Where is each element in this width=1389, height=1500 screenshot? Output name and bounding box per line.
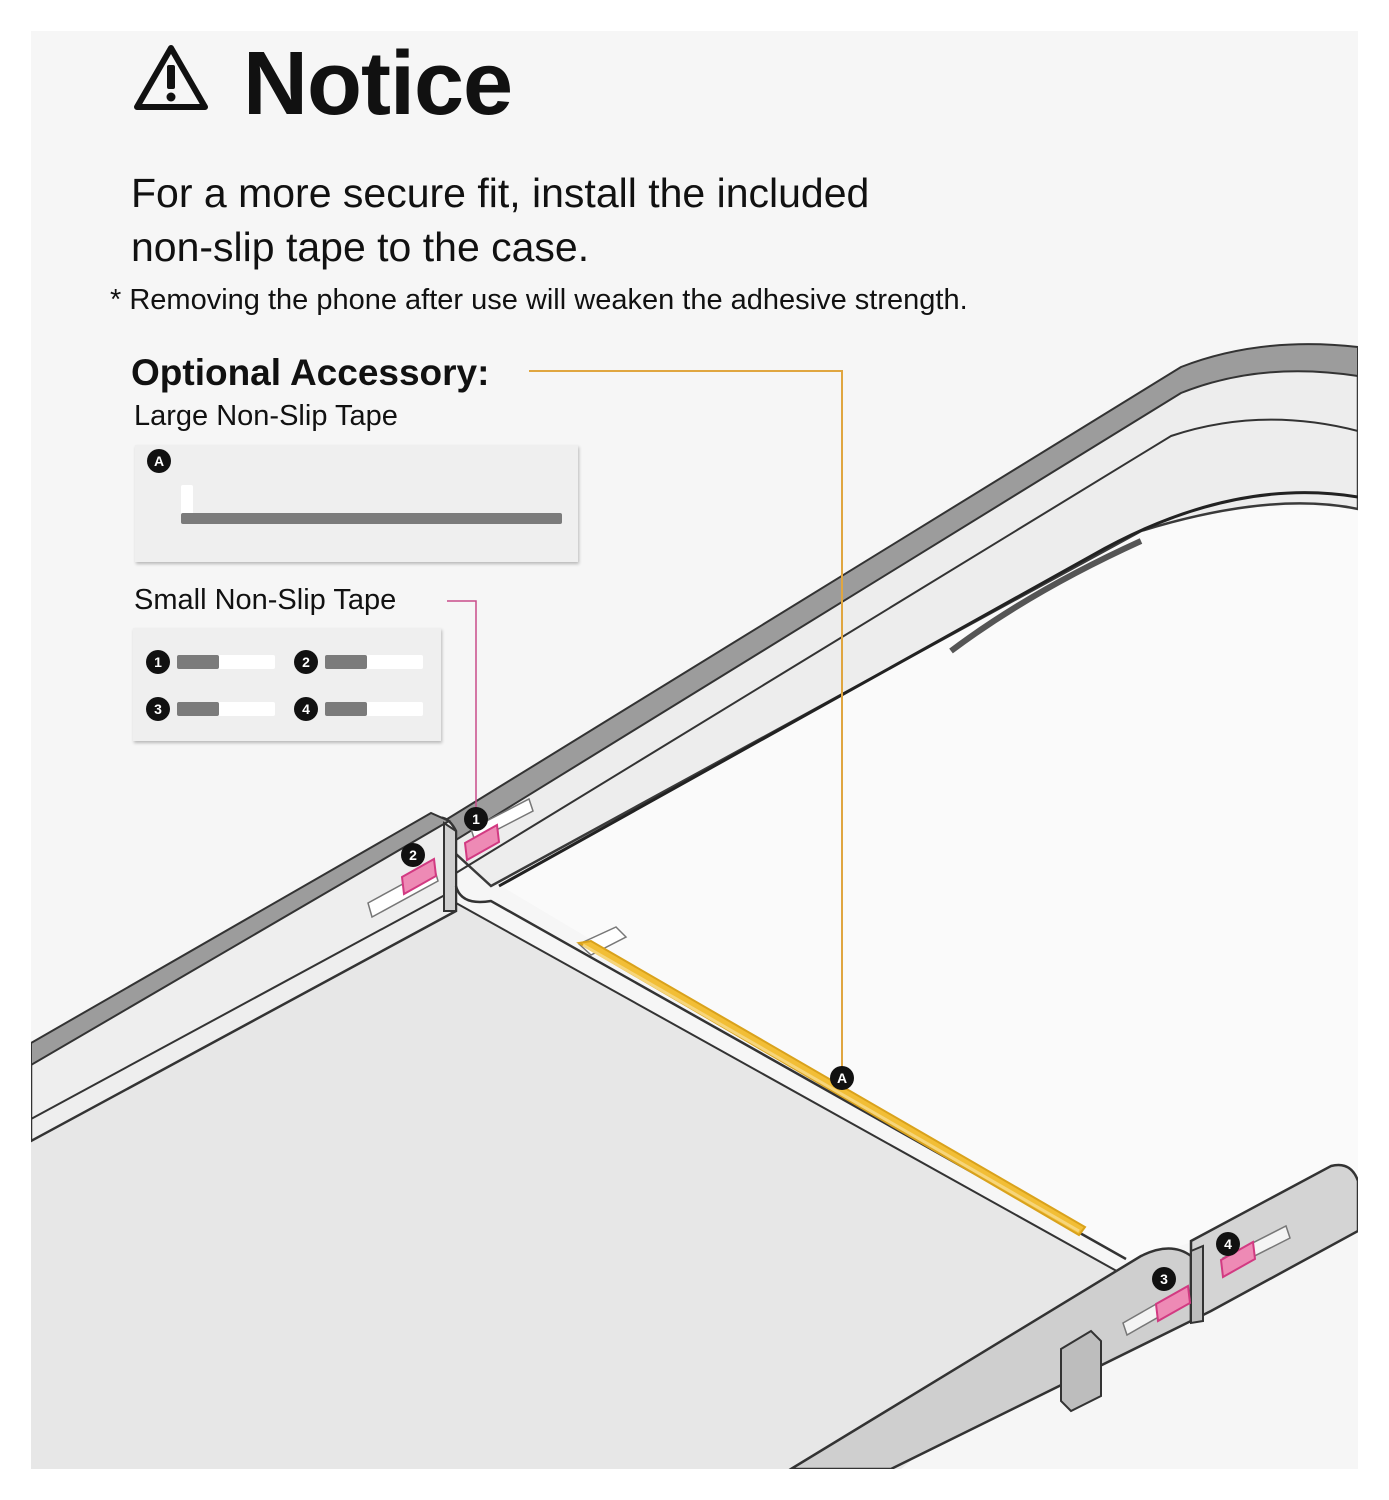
notice-panel bbox=[31, 31, 1358, 1469]
small-tape-badge-3: 3 bbox=[146, 697, 170, 721]
small-tape-label: Small Non-Slip Tape bbox=[134, 584, 397, 616]
large-tape-label: Large Non-Slip Tape bbox=[134, 400, 398, 432]
small-tape-badge-4: 4 bbox=[294, 697, 318, 721]
small-tape-4-strip bbox=[325, 702, 367, 716]
small-tape-2-strip bbox=[325, 655, 367, 669]
instruction-line-2: non-slip tape to the case. bbox=[131, 224, 590, 270]
callout-badge-large: A bbox=[830, 1066, 854, 1090]
leader-line-small bbox=[447, 601, 476, 819]
hinge-gap-bottom bbox=[1191, 1246, 1203, 1323]
page-title: Notice bbox=[243, 34, 513, 134]
callout-badge-4: 4 bbox=[1216, 1232, 1240, 1256]
small-tape-badge-2: 2 bbox=[294, 650, 318, 674]
accessory-heading: Optional Accessory: bbox=[131, 352, 490, 393]
large-tape-strip bbox=[181, 513, 562, 524]
small-tape-3-strip bbox=[177, 702, 219, 716]
callout-badge-1: 1 bbox=[464, 807, 488, 831]
small-tape-1-strip bbox=[177, 655, 219, 669]
small-tape-badge-1: 1 bbox=[146, 650, 170, 674]
callout-badge-2: 2 bbox=[401, 843, 425, 867]
callout-badge-3: 3 bbox=[1152, 1267, 1176, 1291]
small-tape-card bbox=[133, 628, 441, 741]
warning-triangle-icon bbox=[133, 43, 209, 113]
hinge-gap bbox=[444, 823, 456, 911]
large-tape-badge: A bbox=[147, 449, 171, 473]
instruction-line-1: For a more secure fit, install the included bbox=[131, 170, 870, 216]
large-tape-card bbox=[135, 445, 578, 562]
footnote: * Removing the phone after use will weaken the adhesive strength. bbox=[110, 284, 968, 316]
